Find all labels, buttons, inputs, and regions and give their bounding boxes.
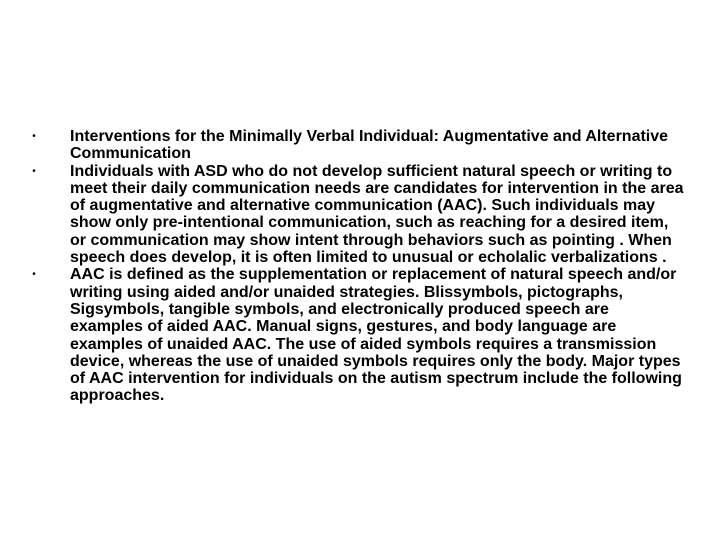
bullet-text: Individuals with ASD who do not develop sufficient natural speech or writing to meet their daily communication needs are candidates for intervention in the area of augmentative and alternative communication (AAC). Such individuals may show only pre-intentional communication, such as reaching for a desired item, or communication may show intent through behaviors such as pointing . When speech does develop, it is often limited to unusual or echolalic verbalizations . [70,162,684,267]
bullet-item-aac-definition [24,266,684,404]
bullet-text: AAC is defined as the supplementation or replacement of natural speech and/or writing using aided and/or unaided strategies. Blissymbols, pictographs, Sigsymbols, tangible symbols, and electronically produced speech are examples of aided AAC. Manual signs, gestures, and body language are examples of unaided AAC. The use of aided symbols requires a transmission device, whereas the use of unaided symbols requires only the body. Major types of AAC intervention for individuals on the autism spectrum include the following approaches. [70,266,682,405]
bullet-item-candidates [24,163,684,267]
bullet-text: Interventions for the Minimally Verbal Individual: Augmentative and Alternative Communication [70,128,669,163]
bullet-item-heading [24,128,684,163]
bullet-dot-icon: • [32,165,36,177]
bullet-dot-icon: • [32,269,36,281]
bullet-list [24,128,684,405]
bullet-dot-icon: • [32,131,36,142]
